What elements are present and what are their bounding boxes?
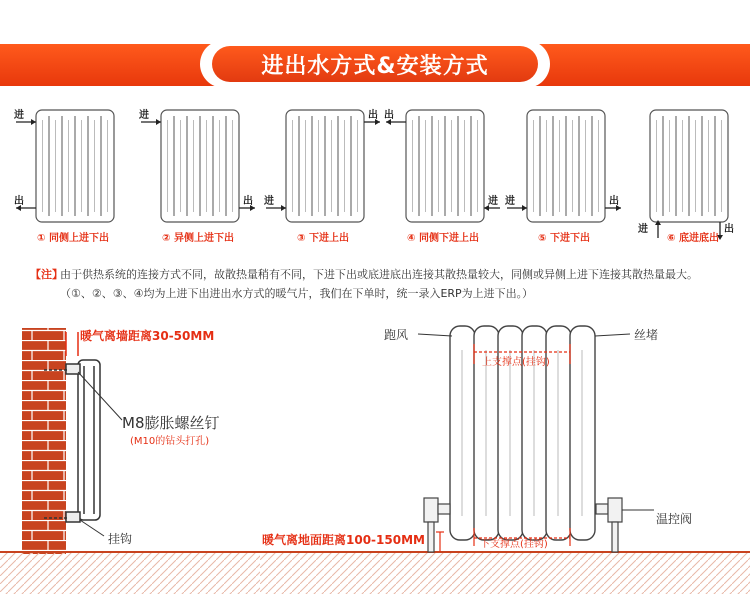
bolt-note: (M10的钻头打孔) xyxy=(130,436,210,447)
mode-label: ④ 同侧下进上出 xyxy=(407,233,479,244)
mode-5 xyxy=(503,104,625,244)
hook-label: 挂钩 xyxy=(108,532,133,546)
header-title: 进出水方式&安装方式 xyxy=(212,46,538,82)
mode-label: ⑤ 下进下出 xyxy=(538,233,590,244)
out-label: 出 xyxy=(724,224,734,235)
mode-2 xyxy=(137,104,259,244)
brick-wall xyxy=(22,328,66,554)
wall-install-drawing xyxy=(0,320,260,594)
mode-1 xyxy=(12,104,134,244)
out-label: 出 xyxy=(368,110,378,121)
mode-label: ⑥ 底进底出 xyxy=(667,233,719,244)
in-label: 进 xyxy=(488,196,498,207)
radiator-icon xyxy=(650,110,728,222)
vent-label: 跑风 xyxy=(384,328,409,342)
out-label: 出 xyxy=(243,196,253,207)
out-label: 出 xyxy=(384,110,394,121)
radiator-icon xyxy=(406,110,484,222)
valve-label: 温控阀 xyxy=(656,512,693,526)
mode-3 xyxy=(262,104,384,244)
mode-6-drawing xyxy=(626,104,748,235)
mode-label: ① 同侧上进下出 xyxy=(37,233,109,244)
right-valve xyxy=(596,498,622,552)
wall-distance-label: 暖气离墙距离30-50MM xyxy=(80,329,215,343)
plug-label: 丝堵 xyxy=(634,328,659,342)
floor-distance-label: 暖气离地面距离100-150MM xyxy=(262,533,425,547)
mode-label: ② 异侧上进下出 xyxy=(162,233,234,244)
out-label: 出 xyxy=(609,196,619,207)
note-tag: 【注】 xyxy=(30,268,63,281)
floor-hatch-front xyxy=(260,552,750,594)
in-label: 进 xyxy=(14,110,24,121)
left-valve xyxy=(424,498,450,552)
upper-support-label: 上支撑点(挂钩) xyxy=(482,357,550,368)
note-text: 由于供热系统的连接方式不同，故散热量稍有不同，下进下出或底进底出连接其散热量较大，同侧或异侧上进下连接其散热量最大。（①、②、③、④均为上进下出进出水方式的暖气片，我们在下单时，统一录入ERP为上进下出。） xyxy=(60,268,698,300)
bolt-label: M8膨胀螺丝钉 xyxy=(122,414,220,432)
mode-label: ③ 下进上出 xyxy=(297,233,349,244)
in-label: 进 xyxy=(505,196,515,207)
floor-distance-marker xyxy=(436,532,444,552)
out-label: 出 xyxy=(14,196,24,207)
floor-hatch xyxy=(0,552,260,594)
mode-3-drawing xyxy=(262,104,384,229)
radiator-icon xyxy=(286,110,364,222)
mode-6 xyxy=(626,104,748,244)
in-label: 进 xyxy=(638,224,648,235)
mode-4 xyxy=(382,104,504,244)
radiator-icon xyxy=(36,110,114,222)
radiator-icon xyxy=(161,110,239,222)
in-label: 进 xyxy=(139,110,149,121)
in-label: 进 xyxy=(264,196,274,207)
mode-4-drawing xyxy=(382,104,504,229)
radiator-icon xyxy=(527,110,605,222)
mode-5-drawing xyxy=(503,104,625,229)
lower-support-label: 下支撑点(挂钩) xyxy=(480,539,548,550)
note-block xyxy=(30,265,730,300)
mode-2-drawing xyxy=(137,104,259,229)
mode-1-drawing xyxy=(12,104,134,229)
